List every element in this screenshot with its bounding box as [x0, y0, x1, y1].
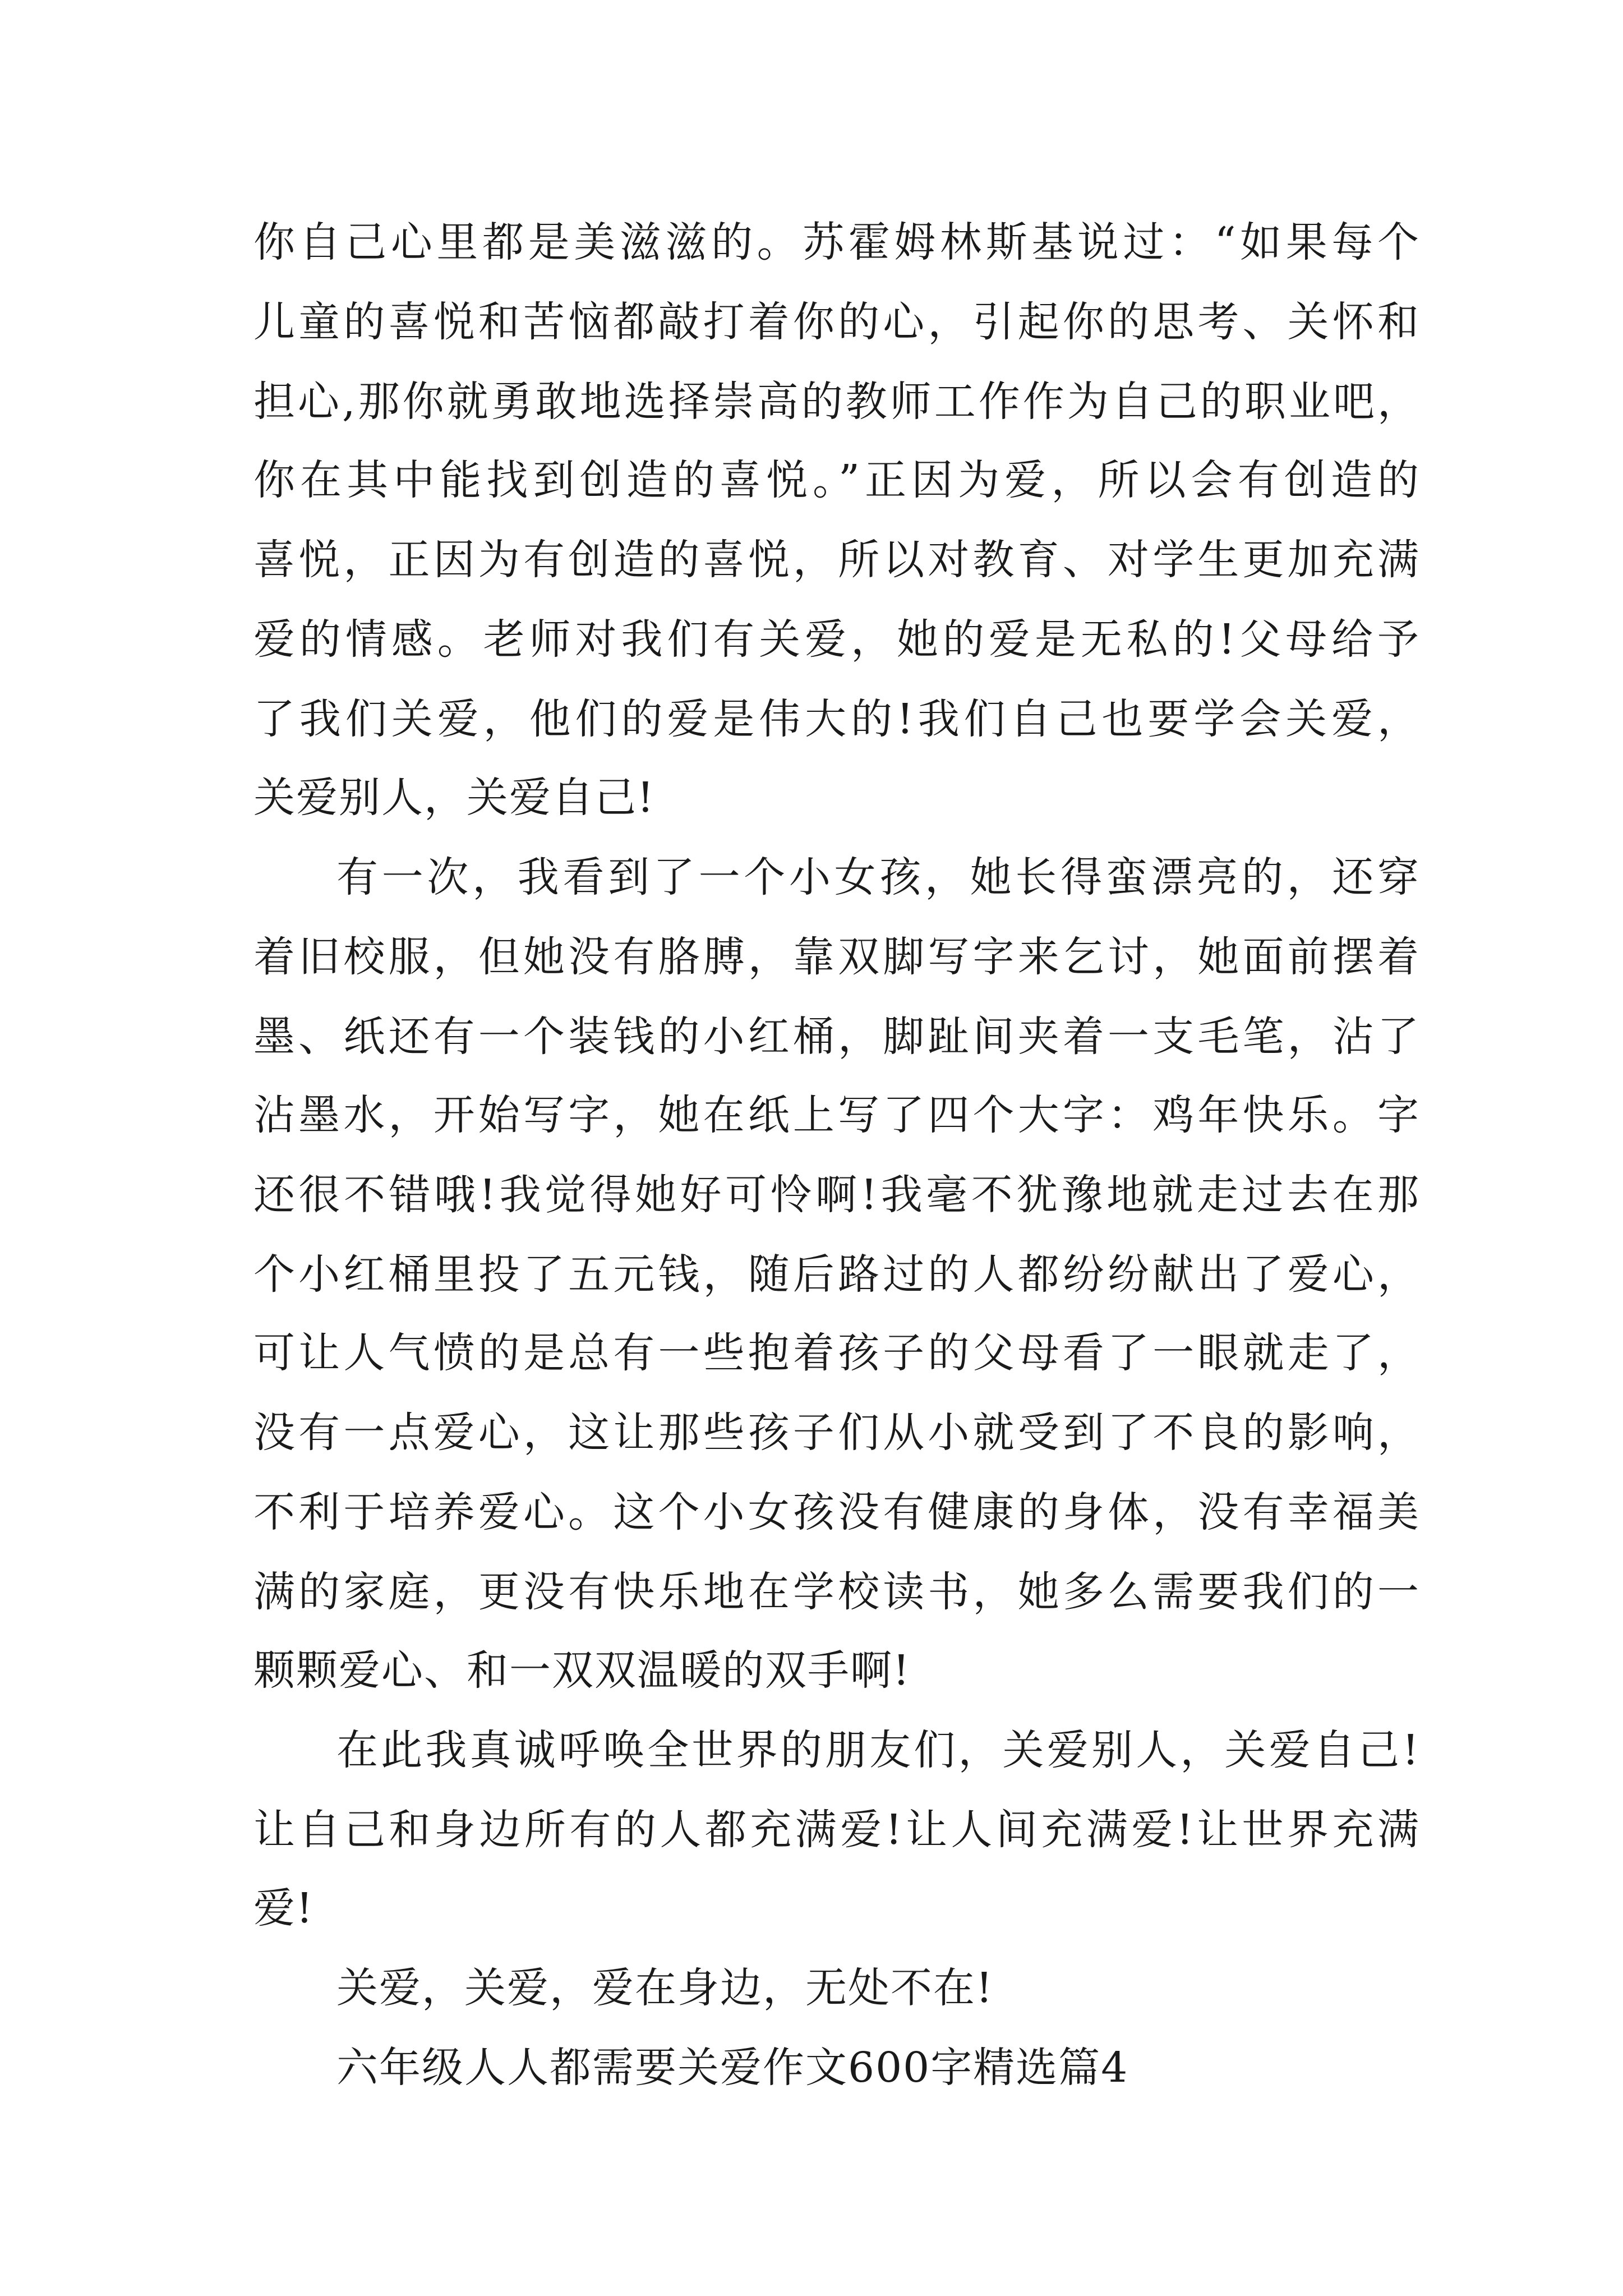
text-line: 让自己和身边所有的人都充满爱!让人间充满爱!让世界充满: [253, 1806, 1420, 1854]
text-line: 你在其中能找到创造的喜悦。”正因为爱，所以会有创造的: [253, 456, 1420, 504]
paragraph-start-line: 有一次，我看到了一个小女孩，她长得蛮漂亮的，还穿: [336, 853, 1420, 901]
text-line: 你自己心里都是美滋滋的。苏霍姆林斯基说过：“如果每个: [253, 218, 1420, 266]
paragraph-start-line: 关爱，关爱，爱在身边，无处不在!: [336, 1964, 994, 2012]
text-line: 爱的情感。老师对我们有关爱，她的爱是无私的!父母给予: [253, 615, 1420, 664]
text-line: 喜悦，正因为有创造的喜悦，所以对教育、对学生更加充满: [253, 536, 1420, 584]
text-line: 儿童的喜悦和苦恼都敲打着你的心，引起你的思考、关怀和: [253, 298, 1420, 346]
text-line: 担心,那你就勇敢地选择崇高的教师工作作为自己的职业吧，: [253, 378, 1420, 426]
text-line: 沾墨水，开始写字，她在纸上写了四个大字：鸡年快乐。字: [253, 1091, 1420, 1139]
text-line: 没有一点爱心，这让那些孩子们从小就受到了不良的影响，: [253, 1409, 1420, 1457]
text-line: 关爱别人，关爱自己!: [253, 774, 655, 822]
text-line: 还很不错哦!我觉得她好可怜啊!我毫不犹豫地就走过去在那: [253, 1171, 1420, 1219]
text-line: 爱!: [253, 1884, 314, 1932]
text-line: 了我们关爱，他们的爱是伟大的!我们自己也要学会关爱，: [253, 695, 1420, 743]
text-line: 满的家庭，更没有快乐地在学校读书，她多么需要我们的一: [253, 1568, 1420, 1616]
paragraph-start-line: 在此我真诚呼唤全世界的朋友们，关爱别人，关爱自己!: [336, 1726, 1420, 1774]
text-line: 墨、纸还有一个装钱的小红桶，脚趾间夹着一支毛笔，沾了: [253, 1013, 1420, 1061]
text-line: 不利于培养爱心。这个小女孩没有健康的身体，没有幸福美: [253, 1488, 1420, 1536]
text-line: 着旧校服，但她没有胳膊，靠双脚写字来乞讨，她面前摆着: [253, 933, 1420, 981]
text-line: 个小红桶里投了五元钱，随后路过的人都纷纷献出了爱心，: [253, 1250, 1420, 1299]
section-heading: 六年级人人都需要关爱作文600字精选篇4: [336, 2044, 1129, 2092]
text-line: 可让人气愤的是总有一些抱着孩子的父母看了一眼就走了，: [253, 1329, 1420, 1377]
text-line: 颗颗爱心、和一双双温暖的双手啊!: [253, 1646, 911, 1695]
